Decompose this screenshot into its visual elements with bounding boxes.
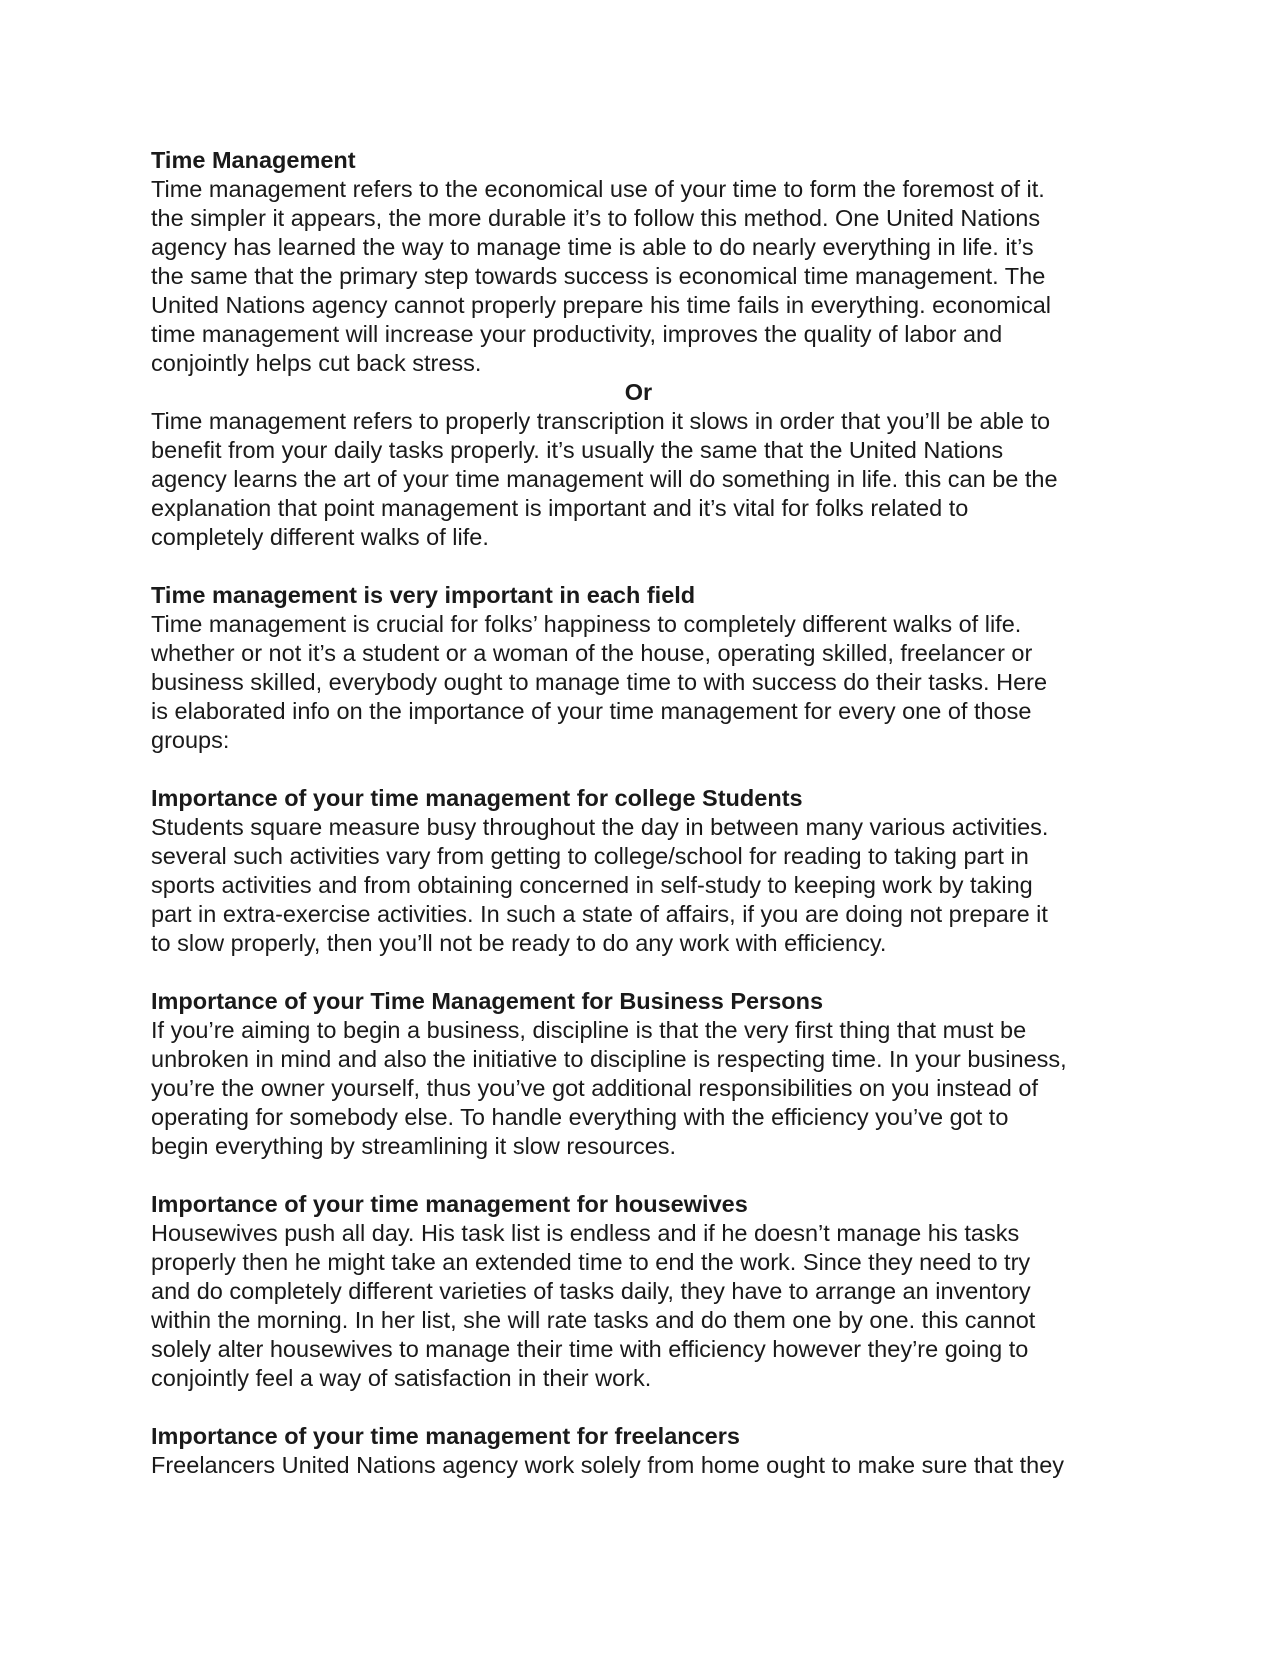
section-body: Freelancers United Nations agency work solely from home ought to make sure that they: [151, 1452, 1065, 1478]
document-page: [151, 146, 1151, 1480]
section-body: Time management is crucial for folks’ happiness to completely different walks of life. whether or not it’s a student or a woman of the house, operating skilled, freelancer or business skilled, everybody ought to manage time to with success do their tasks. Here is elaborated info on the importance of your time management for every one of those groups:: [151, 611, 1048, 753]
section-heading: Importance of your Time Management for Business Persons: [151, 988, 824, 1014]
section-heading: Time management is very important in each field: [151, 582, 696, 608]
paragraph-gap: [151, 1393, 1151, 1422]
section-body: Time management refers to the economical use of your time to form the foremost of it. the simpler it appears, the more durable it’s to follow this method. One United Nations agency has learned the way to manage time is able to do nearly everything in life. it’s the same that the primary step towards success is economical time management. The United Nations agency cannot properly prepare his time fails in everything. economical time management will increase your productivity, improves the quality of labor and conjointly helps cut back stress.: [151, 176, 1051, 376]
paragraph-gap: [151, 755, 1151, 784]
section-body: Time management refers to properly transcription it slows in order that you’ll be able to benefit from your daily tasks properly. it’s usually the same that the United Nations agency learns the art of your time management will do something in life. this can be the explanation that point management is important and it’s vital for folks related to completely different walks of life.: [151, 408, 1058, 550]
or-separator: Or: [624, 379, 653, 405]
section-heading: Importance of your time management for college Students: [151, 785, 803, 811]
paragraph-gap: [151, 958, 1151, 987]
paragraph-gap: [151, 1161, 1151, 1190]
paragraph-gap: [151, 552, 1151, 581]
section-body: Housewives push all day. His task list is endless and if he doesn’t manage his tasks properly then he might take an extended time to end the work. Since they need to try and do completely different varieties of tasks daily, they have to arrange an inventory within the morning. In her list, she will rate tasks and do them one by one. this cannot solely alter housewives to manage their time with efficiency however they’re going to conjointly feel a way of satisfaction in their work.: [151, 1220, 1036, 1391]
section-alternative-definition: [151, 378, 1151, 552]
section-heading: Time Management: [151, 147, 356, 173]
section-time-management: [151, 146, 1151, 378]
section-heading: Importance of your time management for freelancers: [151, 1423, 740, 1449]
section-body: Students square measure busy throughout the day in between many various activities. several such activities vary from getting to college/school for reading to taking part in sports activities and from obtaining concerned in self-study to keeping work by taking part in extra-exercise activities. In such a state of affairs, if you are doing not prepare it to slow properly, then you’ll not be ready to do any work with efficiency.: [151, 814, 1049, 956]
section-freelancers: [151, 1422, 1151, 1480]
section-body: If you’re aiming to begin a business, discipline is that the very first thing that must be unbroken in mind and also the initiative to discipline is respecting time. In your business, you’re the owner yourself, thus you’ve got additional responsibilities on you instead of operating for somebody else. To handle everything with the efficiency you’ve got to begin everything by streamlining it slow resources.: [151, 1017, 1067, 1159]
section-heading: Importance of your time management for housewives: [151, 1191, 748, 1217]
section-college-students: [151, 784, 1151, 958]
section-housewives: [151, 1190, 1151, 1393]
section-each-field: [151, 581, 1151, 755]
section-business-persons: [151, 987, 1151, 1161]
